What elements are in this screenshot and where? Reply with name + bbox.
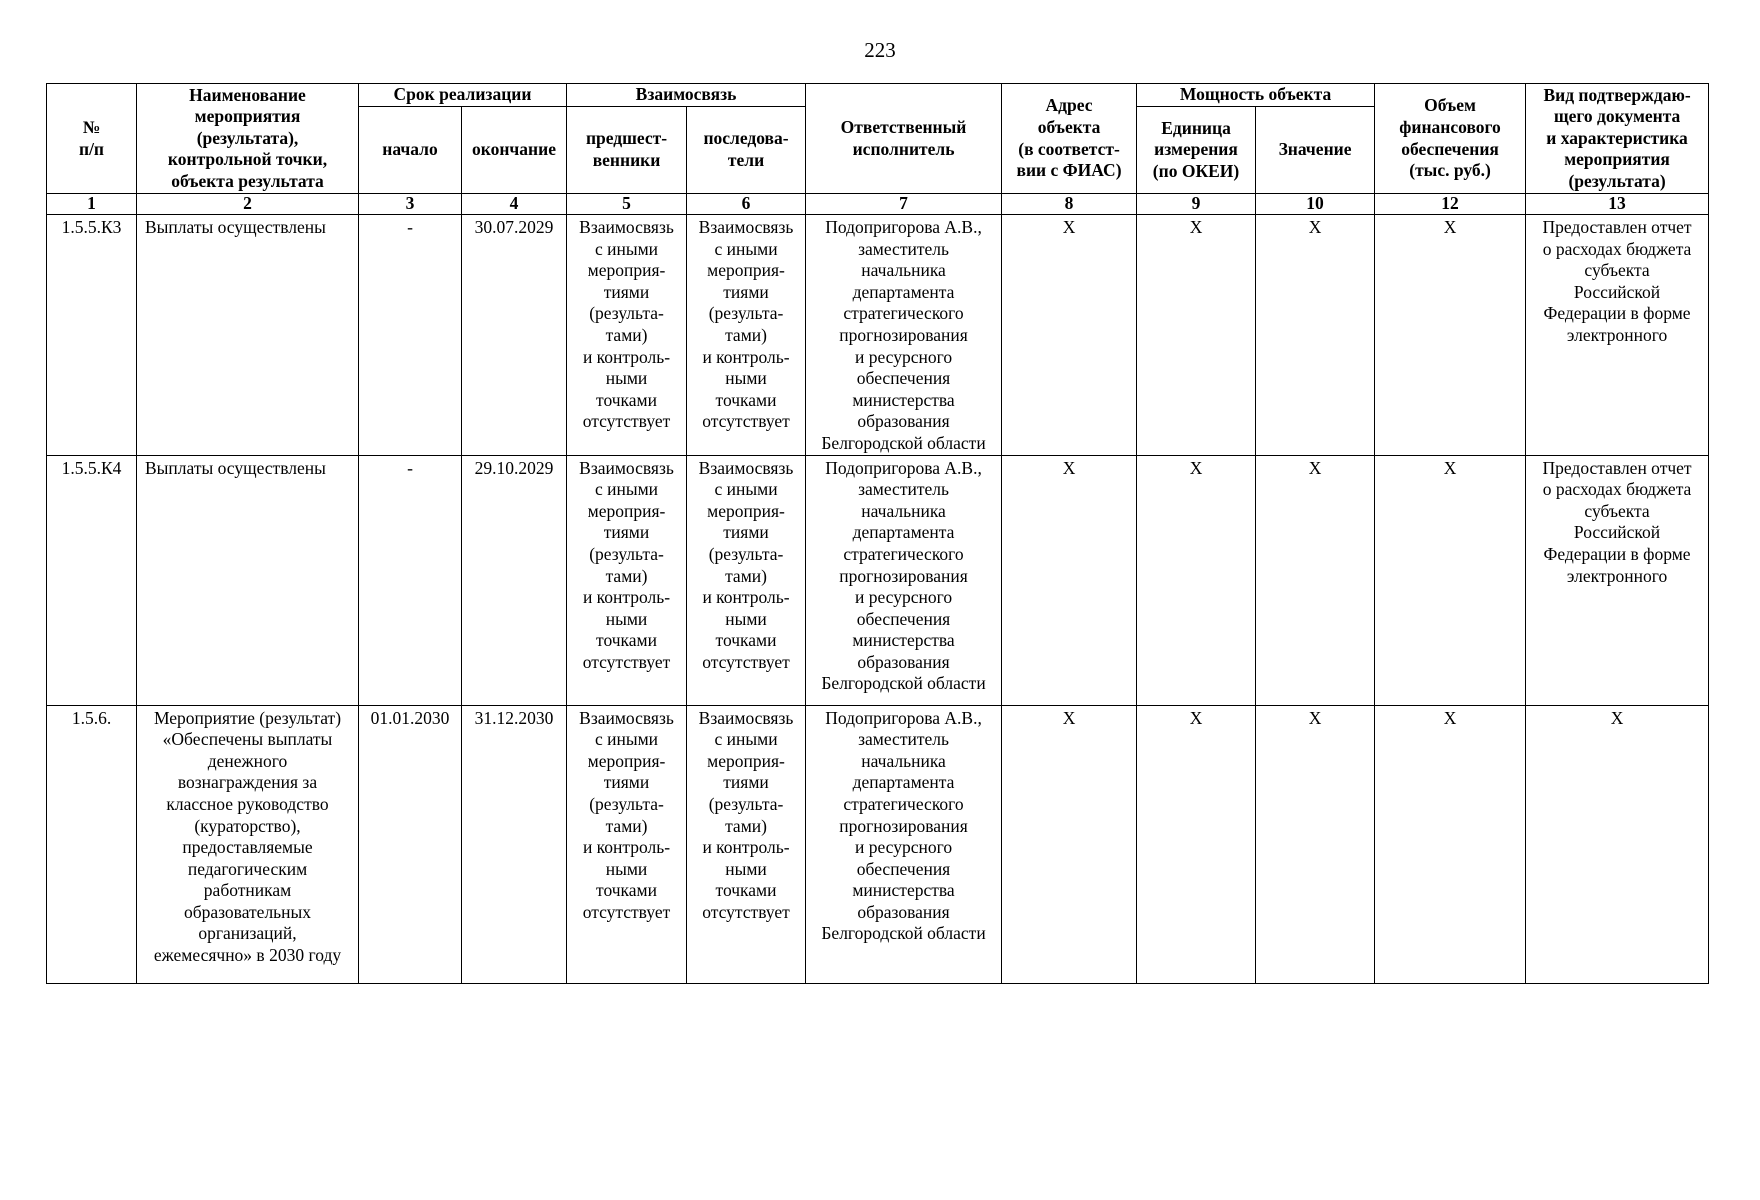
column-number: 4 [462, 194, 567, 215]
column-number: 7 [806, 194, 1002, 215]
cell-value: Х [1256, 705, 1375, 983]
cell-predecessors: Взаимосвязь с иными мероприя- тиями (результа- тами) и контроль- ными точками отсутствует [567, 455, 687, 705]
cell-finance: Х [1375, 455, 1526, 705]
table-header [47, 84, 1709, 215]
table-row [47, 215, 1709, 456]
header-name: Наименование мероприятия (результата), контрольной точки, объекта результата [137, 84, 359, 194]
column-number: 9 [1137, 194, 1256, 215]
column-number: 13 [1526, 194, 1709, 215]
implementation-plan-table [46, 83, 1709, 984]
cell-unit: Х [1137, 215, 1256, 456]
column-number: 1 [47, 194, 137, 215]
header-successors: последова- тели [687, 107, 806, 194]
cell-start: - [359, 215, 462, 456]
header-responsible: Ответственный исполнитель [806, 84, 1002, 194]
cell-address: Х [1002, 215, 1137, 456]
cell-successors: Взаимосвязь с иными мероприя- тиями (результа- тами) и контроль- ными точками отсутствует [687, 705, 806, 983]
header-link-group: Взаимосвязь [567, 84, 806, 107]
cell-name: Мероприятие (результат) «Обеспечены выплаты денежного вознаграждения за классное руководство (кураторство), предоставляемые педагогическим работникам образовательных организаций, ежемесячно» в 2030 году [137, 705, 359, 983]
cell-unit: Х [1137, 455, 1256, 705]
cell-num: 1.5.5.К4 [47, 455, 137, 705]
column-number: 8 [1002, 194, 1137, 215]
header-capacity-group: Мощность объекта [1137, 84, 1375, 107]
column-number: 5 [567, 194, 687, 215]
cell-successors: Взаимосвязь с иными мероприя- тиями (результа- тами) и контроль- ными точками отсутствует [687, 215, 806, 456]
cell-value: Х [1256, 215, 1375, 456]
cell-finance: Х [1375, 215, 1526, 456]
header-address: Адрес объекта (в соответст- вии с ФИАС) [1002, 84, 1137, 194]
cell-end: 29.10.2029 [462, 455, 567, 705]
cell-predecessors: Взаимосвязь с иными мероприя- тиями (результа- тами) и контроль- ными точками отсутствует [567, 705, 687, 983]
cell-name: Выплаты осуществлены [137, 215, 359, 456]
table-row [47, 705, 1709, 983]
table-row [47, 455, 1709, 705]
header-num: № п/п [47, 84, 137, 194]
cell-document: Предоставлен отчет о расходах бюджета субъекта Российской Федерации в форме электронного [1526, 215, 1709, 456]
header-start: начало [359, 107, 462, 194]
column-number: 3 [359, 194, 462, 215]
page-number: 223 [864, 38, 896, 62]
cell-document: Предоставлен отчет о расходах бюджета субъекта Российской Федерации в форме электронного [1526, 455, 1709, 705]
cell-end: 30.07.2029 [462, 215, 567, 456]
cell-responsible: Подопригорова А.В., заместитель начальника департамента стратегического прогнозирования и ресурсного обеспечения министерства образования Белгородской области [806, 705, 1002, 983]
cell-document: Х [1526, 705, 1709, 983]
cell-predecessors: Взаимосвязь с иными мероприя- тиями (результа- тами) и контроль- ными точками отсутствует [567, 215, 687, 456]
cell-finance: Х [1375, 705, 1526, 983]
cell-responsible: Подопригорова А.В., заместитель начальника департамента стратегического прогнозирования и ресурсного обеспечения министерства образования Белгородской области [806, 455, 1002, 705]
cell-address: Х [1002, 455, 1137, 705]
cell-address: Х [1002, 705, 1137, 983]
header-finance: Объем финансового обеспечения (тыс. руб.) [1375, 84, 1526, 194]
cell-start: - [359, 455, 462, 705]
table-body [47, 215, 1709, 984]
cell-successors: Взаимосвязь с иными мероприя- тиями (результа- тами) и контроль- ными точками отсутствует [687, 455, 806, 705]
cell-unit: Х [1137, 705, 1256, 983]
header-term-group: Срок реализации [359, 84, 567, 107]
header-predecessors: предшест- венники [567, 107, 687, 194]
column-number: 12 [1375, 194, 1526, 215]
cell-num: 1.5.5.К3 [47, 215, 137, 456]
cell-value: Х [1256, 455, 1375, 705]
header-unit: Единица измерения (по ОКЕИ) [1137, 107, 1256, 194]
cell-start: 01.01.2030 [359, 705, 462, 983]
header-end: окончание [462, 107, 567, 194]
header-document: Вид подтверждаю- щего документа и характеристика мероприятия (результата) [1526, 84, 1709, 194]
column-number: 6 [687, 194, 806, 215]
cell-name: Выплаты осуществлены [137, 455, 359, 705]
cell-end: 31.12.2030 [462, 705, 567, 983]
header-value: Значение [1256, 107, 1375, 194]
column-numbers-row [47, 194, 1709, 215]
column-number: 2 [137, 194, 359, 215]
cell-responsible: Подопригорова А.В., заместитель начальника департамента стратегического прогнозирования и ресурсного обеспечения министерства образования Белгородской области [806, 215, 1002, 456]
cell-num: 1.5.6. [47, 705, 137, 983]
column-number: 10 [1256, 194, 1375, 215]
